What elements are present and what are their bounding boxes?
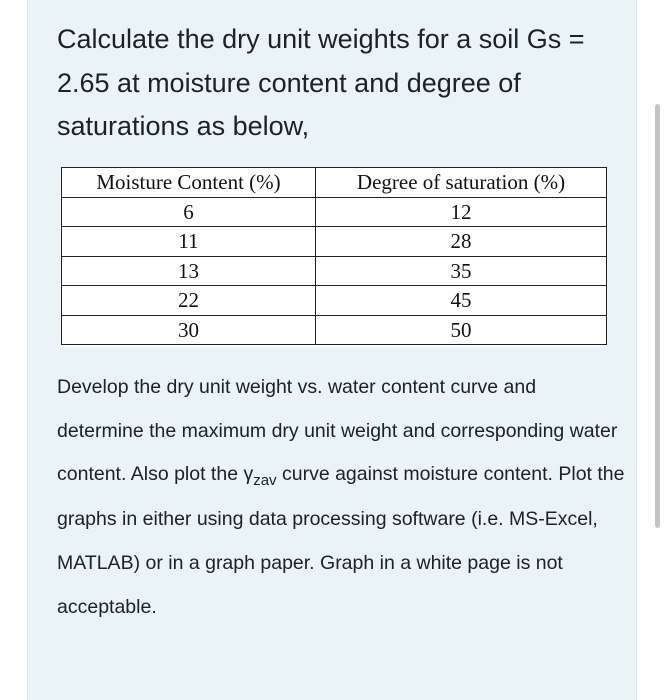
instructions-part1: Develop the dry unit weight vs. water content curve and determine the maximum dry unit weight and corresponding water content. Also plot the: [57, 376, 618, 486]
moisture-cell: 11: [62, 227, 316, 257]
saturation-cell: 35: [316, 256, 607, 286]
saturation-cell: 28: [316, 227, 607, 257]
table-row: [62, 256, 607, 286]
gamma-subscript: zav: [253, 472, 277, 490]
table-row: [62, 197, 607, 227]
scrollbar[interactable]: [655, 104, 660, 528]
table-row: [62, 286, 607, 316]
data-table: [61, 167, 607, 345]
instructions-part2: curve against moisture content. Plot the graphs in either using data processing software (i.e. MS-Excel, MATLAB) or in a graph paper. Graph in a white page is not acceptable.: [57, 463, 625, 618]
saturation-cell: 50: [316, 315, 607, 345]
data-table-container: [61, 167, 606, 347]
moisture-cell: 22: [62, 286, 316, 316]
table-header-row: [62, 168, 607, 198]
question-heading: Calculate the dry unit weights for a soil Gs = 2.65 at moisture content and degree of saturations as below,: [57, 24, 585, 141]
gamma-symbol: γ: [243, 463, 254, 486]
moisture-cell: 30: [62, 315, 316, 345]
moisture-cell: 6: [62, 197, 316, 227]
moisture-cell: 13: [62, 256, 316, 286]
instructions-paragraph: [57, 366, 627, 629]
saturation-cell: 12: [316, 197, 607, 227]
header-moisture-content: Moisture Content (%): [62, 168, 316, 198]
table-row: [62, 315, 607, 345]
header-degree-of-saturation: Degree of saturation (%): [316, 168, 607, 198]
table-row: [62, 227, 607, 257]
saturation-cell: 45: [316, 286, 607, 316]
